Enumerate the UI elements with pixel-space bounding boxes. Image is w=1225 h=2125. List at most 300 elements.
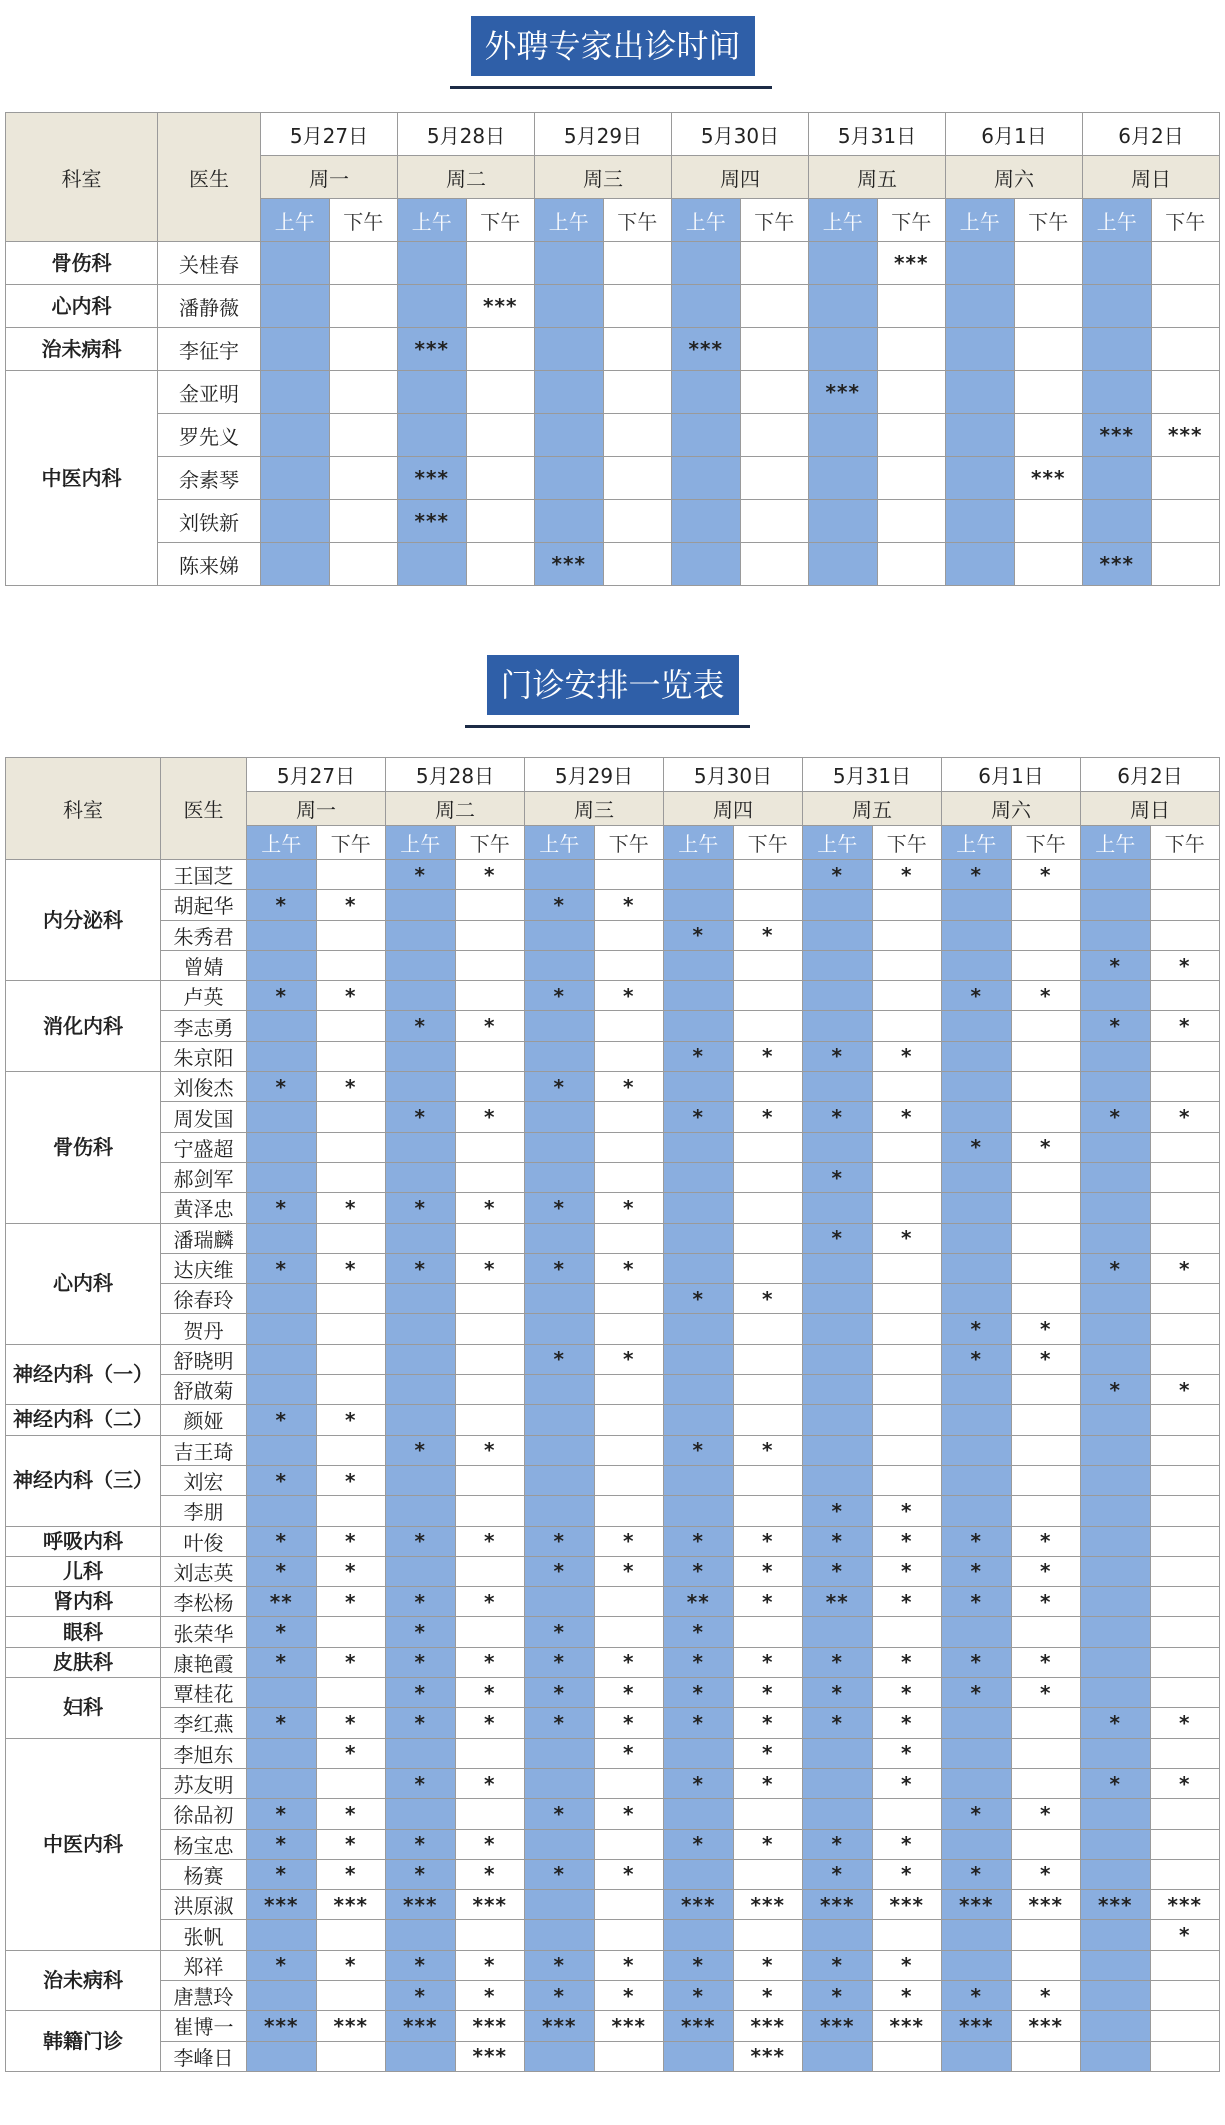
schedule-slot [316,1011,386,1041]
doctor-cell: 卢英 [161,981,247,1011]
table-row [6,1829,1220,1859]
schedule-slot: *** [455,1890,525,1920]
schedule-slot [1011,1162,1081,1192]
am-header: 上午 [809,199,878,242]
schedule-slot [1081,1859,1151,1889]
schedule-slot [1150,1465,1220,1495]
schedule-slot [872,890,942,920]
doctor-cell: 罗先义 [158,414,261,457]
department-cell: 神经内科（一） [6,1344,161,1405]
schedule-slot: * [733,1678,803,1708]
table-row [6,1435,1220,1465]
schedule-slot [316,1768,386,1798]
schedule-slot: *** [386,2011,456,2041]
schedule-slot [803,1920,873,1950]
schedule-slot [664,1223,734,1253]
date-header: 6月1日 [946,113,1083,156]
schedule-slot [603,328,672,371]
schedule-slot [386,1556,456,1586]
schedule-slot [398,414,467,457]
schedule-slot [809,500,878,543]
date-header: 5月29日 [525,758,664,792]
schedule-slot [603,285,672,328]
am-header: 上午 [946,199,1015,242]
schedule-slot [329,371,398,414]
schedule-slot [1011,1072,1081,1102]
department-cell: 中医内科 [6,371,158,586]
schedule-slot [1081,1284,1151,1314]
schedule-slot: ** [247,1587,317,1617]
schedule-slot [594,1011,664,1041]
schedule-slot: * [664,1708,734,1738]
schedule-slot [1011,1041,1081,1071]
schedule-slot: * [594,1647,664,1677]
date-header: 5月28日 [386,758,525,792]
schedule-slot [872,1253,942,1283]
schedule-slot [525,1435,595,1465]
schedule-slot [535,371,604,414]
schedule-slot [942,1011,1012,1041]
schedule-slot [740,242,809,285]
schedule-slot [664,1799,734,1829]
doctor-cell: 刘宏 [161,1465,247,1495]
schedule-slot [455,1284,525,1314]
schedule-slot [455,920,525,950]
schedule-slot: *** [398,457,467,500]
schedule-slot [535,457,604,500]
schedule-slot: * [942,981,1012,1011]
schedule-slot [1150,1859,1220,1889]
schedule-slot [733,981,803,1011]
schedule-slot [594,1132,664,1162]
schedule-slot [316,1496,386,1526]
schedule-slot [1081,1647,1151,1677]
schedule-slot [525,1102,595,1132]
schedule-slot: * [1011,1980,1081,2010]
schedule-slot [329,414,398,457]
schedule-slot [803,1253,873,1283]
schedule-slot [733,1132,803,1162]
schedule-slot: * [942,1556,1012,1586]
schedule-slot: * [664,1102,734,1132]
schedule-slot [664,1344,734,1374]
schedule-slot [316,950,386,980]
weekday-header: 周三 [535,156,672,199]
schedule-slot [942,1708,1012,1738]
schedule-slot [386,1041,456,1071]
schedule-slot: * [1011,1647,1081,1677]
schedule-slot: * [247,1405,317,1435]
doctor-cell: 苏友明 [161,1768,247,1798]
schedule-slot [316,1920,386,1950]
schedule-slot [733,1859,803,1889]
doctor-cell: 舒晓明 [161,1344,247,1374]
schedule-slot [809,543,878,586]
schedule-slot [1011,920,1081,950]
schedule-slot: *** [942,1890,1012,1920]
schedule-slot: * [1011,1587,1081,1617]
schedule-slot: *** [535,543,604,586]
schedule-slot: * [664,1678,734,1708]
schedule-slot: * [733,1950,803,1980]
schedule-slot: * [525,1859,595,1889]
schedule-slot: * [733,1980,803,2010]
schedule-slot [1011,1920,1081,1950]
schedule-slot [1014,414,1083,457]
department-cell: 皮肤科 [6,1647,161,1677]
schedule-slot: * [1011,1556,1081,1586]
schedule-slot [386,1132,456,1162]
schedule-slot [1081,1465,1151,1495]
schedule-slot [740,371,809,414]
weekday-header: 周日 [1083,156,1220,199]
schedule-slot [803,1799,873,1829]
schedule-slot: * [1011,860,1081,890]
schedule-slot [1014,328,1083,371]
schedule-slot: * [733,1102,803,1132]
schedule-slot [247,860,317,890]
schedule-slot [733,1011,803,1041]
schedule-slot [603,500,672,543]
schedule-slot [1081,1223,1151,1253]
date-header: 5月29日 [535,113,672,156]
schedule-slot: * [872,1556,942,1586]
schedule-slot [1011,1253,1081,1283]
schedule-slot [877,328,946,371]
schedule-slot [247,1011,317,1041]
schedule-slot: * [942,1980,1012,2010]
table-row [6,1102,1220,1132]
schedule-slot [594,1617,664,1647]
schedule-slot [525,1162,595,1192]
doctor-column-header: 医生 [158,113,261,242]
schedule-slot [1011,1011,1081,1041]
schedule-slot [455,1162,525,1192]
doctor-cell: 李朋 [161,1496,247,1526]
schedule-slot [1150,1829,1220,1859]
schedule-slot [733,1344,803,1374]
schedule-slot: * [594,1193,664,1223]
schedule-slot: *** [1081,1890,1151,1920]
doctor-cell: 王国芝 [161,860,247,890]
schedule-slot [1011,1223,1081,1253]
weekday-header: 周四 [672,156,809,199]
schedule-slot: * [594,1950,664,1980]
doctor-cell: 洪原淑 [161,1890,247,1920]
department-cell: 心内科 [6,285,158,328]
schedule-slot: *** [466,285,535,328]
schedule-slot [942,1375,1012,1405]
schedule-slot: *** [809,371,878,414]
table-row [6,1162,1220,1192]
schedule-slot [316,1162,386,1192]
schedule-slot: * [455,1193,525,1223]
schedule-slot: *** [733,2011,803,2041]
schedule-slot: * [1150,950,1220,980]
table-row [6,1193,1220,1223]
pm-header: 下午 [466,199,535,242]
department-cell: 治未病科 [6,328,158,371]
table-row [6,1344,1220,1374]
schedule-slot [664,1314,734,1344]
schedule-slot: * [455,1253,525,1283]
schedule-slot: * [455,1678,525,1708]
schedule-slot [872,1375,942,1405]
schedule-slot: * [316,1526,386,1556]
schedule-slot: * [872,1950,942,1980]
schedule-slot [594,1496,664,1526]
schedule-slot [316,1041,386,1071]
schedule-slot [803,950,873,980]
schedule-slot [386,2041,456,2071]
schedule-slot [386,1344,456,1374]
schedule-slot [1081,1132,1151,1162]
pm-header: 下午 [594,826,664,860]
schedule-slot: * [247,1193,317,1223]
table-row [6,981,1220,1011]
schedule-slot: * [455,1587,525,1617]
doctor-cell: 宁盛超 [161,1132,247,1162]
schedule-slot: * [803,1526,873,1556]
am-header: 上午 [1083,199,1152,242]
schedule-slot [664,1920,734,1950]
schedule-slot [803,920,873,950]
schedule-slot [942,1193,1012,1223]
schedule-slot [455,1617,525,1647]
schedule-slot [803,2041,873,2071]
schedule-slot: * [1011,1344,1081,1374]
schedule-slot: * [872,860,942,890]
schedule-slot: * [455,1980,525,2010]
doctor-column-header: 医生 [161,758,247,860]
pm-header: 下午 [455,826,525,860]
schedule-slot [1011,1405,1081,1435]
schedule-slot: *** [664,2011,734,2041]
schedule-slot [1150,1526,1220,1556]
schedule-slot [803,890,873,920]
doctor-cell: 周发国 [161,1102,247,1132]
schedule-slot: * [942,1132,1012,1162]
schedule-slot [525,950,595,980]
section1-title: 外聘专家出诊时间 [470,16,754,76]
schedule-slot: * [942,1799,1012,1829]
schedule-slot: * [455,1950,525,1980]
schedule-slot [1011,1496,1081,1526]
doctor-cell: 叶俊 [161,1526,247,1556]
schedule-slot: ** [664,1587,734,1617]
pm-header: 下午 [1011,826,1081,860]
department-cell: 儿科 [6,1556,161,1586]
schedule-slot [316,2041,386,2071]
table-row [6,1950,1220,1980]
schedule-slot [946,328,1015,371]
am-header: 上午 [386,826,456,860]
schedule-slot [1081,1738,1151,1768]
am-header: 上午 [261,199,330,242]
schedule-slot [329,328,398,371]
schedule-slot: * [942,1314,1012,1344]
schedule-slot: *** [1011,1890,1081,1920]
schedule-slot [261,414,330,457]
clinic-schedule-table [5,757,1220,2072]
schedule-slot: * [386,1587,456,1617]
schedule-slot [247,1284,317,1314]
schedule-slot [1151,242,1220,285]
am-header: 上午 [535,199,604,242]
schedule-slot [803,1738,873,1768]
schedule-slot [535,500,604,543]
schedule-slot [1151,328,1220,371]
schedule-slot [386,1072,456,1102]
schedule-slot: *** [942,2011,1012,2041]
schedule-slot [247,950,317,980]
schedule-slot [1150,1162,1220,1192]
doctor-cell: 张帆 [161,1920,247,1950]
schedule-slot [942,1738,1012,1768]
schedule-slot: * [455,1102,525,1132]
schedule-slot [455,1223,525,1253]
schedule-slot [803,1344,873,1374]
schedule-slot [942,1284,1012,1314]
doctor-cell: 刘志英 [161,1556,247,1586]
schedule-slot [1081,920,1151,950]
table-row [6,1011,1220,1041]
schedule-slot [733,890,803,920]
schedule-slot: *** [733,1890,803,1920]
doctor-cell: 关桂春 [158,242,261,285]
weekday-header: 周六 [942,792,1081,826]
schedule-slot [1150,1072,1220,1102]
schedule-slot [664,1375,734,1405]
schedule-slot [466,371,535,414]
schedule-slot [946,285,1015,328]
schedule-slot [942,1072,1012,1102]
schedule-slot [1083,285,1152,328]
schedule-slot [872,920,942,950]
schedule-slot [872,1435,942,1465]
schedule-slot: * [316,1859,386,1889]
schedule-slot: * [733,1768,803,1798]
schedule-slot: * [316,1405,386,1435]
schedule-slot: * [1081,950,1151,980]
schedule-slot [1150,1678,1220,1708]
schedule-slot [1081,1678,1151,1708]
schedule-slot: *** [398,500,467,543]
doctor-cell: 李峰日 [161,2041,247,2071]
schedule-slot: * [1011,1526,1081,1556]
doctor-cell: 金亚明 [158,371,261,414]
schedule-slot [733,1314,803,1344]
table-row [6,1375,1220,1405]
schedule-slot [872,1314,942,1344]
schedule-slot [877,500,946,543]
doctor-cell: 余素琴 [158,457,261,500]
doctor-cell: 颜娅 [161,1405,247,1435]
schedule-slot [664,890,734,920]
table-row [6,328,1220,371]
schedule-slot [809,285,878,328]
table-row [6,1072,1220,1102]
schedule-slot [872,1284,942,1314]
department-cell: 中医内科 [6,1738,161,1950]
schedule-slot: * [525,1617,595,1647]
date-header: 5月27日 [247,758,386,792]
schedule-slot: * [386,1011,456,1041]
schedule-slot: * [316,1799,386,1829]
schedule-slot [398,543,467,586]
schedule-slot: * [942,860,1012,890]
schedule-slot [942,1162,1012,1192]
table-row [6,1253,1220,1283]
schedule-slot [455,1314,525,1344]
schedule-slot [942,1253,1012,1283]
schedule-slot: *** [872,2011,942,2041]
schedule-slot [386,1465,456,1495]
table-row [6,1132,1220,1162]
schedule-slot [1083,371,1152,414]
schedule-slot [733,860,803,890]
schedule-slot [261,328,330,371]
date-header: 5月28日 [398,113,535,156]
schedule-slot: *** [316,1890,386,1920]
schedule-slot [942,1041,1012,1071]
doctor-cell: 吉王琦 [161,1435,247,1465]
table-row [6,1890,1220,1920]
schedule-slot [740,500,809,543]
schedule-slot [1150,1496,1220,1526]
schedule-slot: *** [877,242,946,285]
schedule-slot: * [316,1829,386,1859]
schedule-slot [316,1617,386,1647]
schedule-slot: *** [1150,1890,1220,1920]
schedule-slot [1014,242,1083,285]
schedule-slot [594,1768,664,1798]
table-row [6,860,1220,890]
schedule-slot: * [664,920,734,950]
schedule-slot: * [1150,1708,1220,1738]
table-row [6,242,1220,285]
schedule-slot [942,1223,1012,1253]
schedule-slot: * [594,1526,664,1556]
table-row [6,890,1220,920]
schedule-slot [872,1344,942,1374]
schedule-slot [1011,2041,1081,2071]
am-header: 上午 [672,199,741,242]
schedule-slot [1151,500,1220,543]
schedule-slot [672,500,741,543]
schedule-slot [594,1465,664,1495]
schedule-slot: *** [672,328,741,371]
doctor-cell: 李红燕 [161,1708,247,1738]
schedule-slot: * [247,1072,317,1102]
schedule-slot [672,543,741,586]
schedule-slot [594,860,664,890]
schedule-slot [733,1799,803,1829]
date-header: 5月27日 [261,113,398,156]
schedule-slot [525,1496,595,1526]
schedule-slot [1150,1950,1220,1980]
schedule-slot [942,1768,1012,1798]
table-row [6,1799,1220,1829]
schedule-slot [247,1132,317,1162]
schedule-slot: * [872,1647,942,1677]
schedule-slot: * [386,1829,456,1859]
department-cell: 消化内科 [6,981,161,1072]
schedule-slot [946,371,1015,414]
schedule-slot [1083,500,1152,543]
table-row [6,1314,1220,1344]
schedule-slot [1081,1072,1151,1102]
